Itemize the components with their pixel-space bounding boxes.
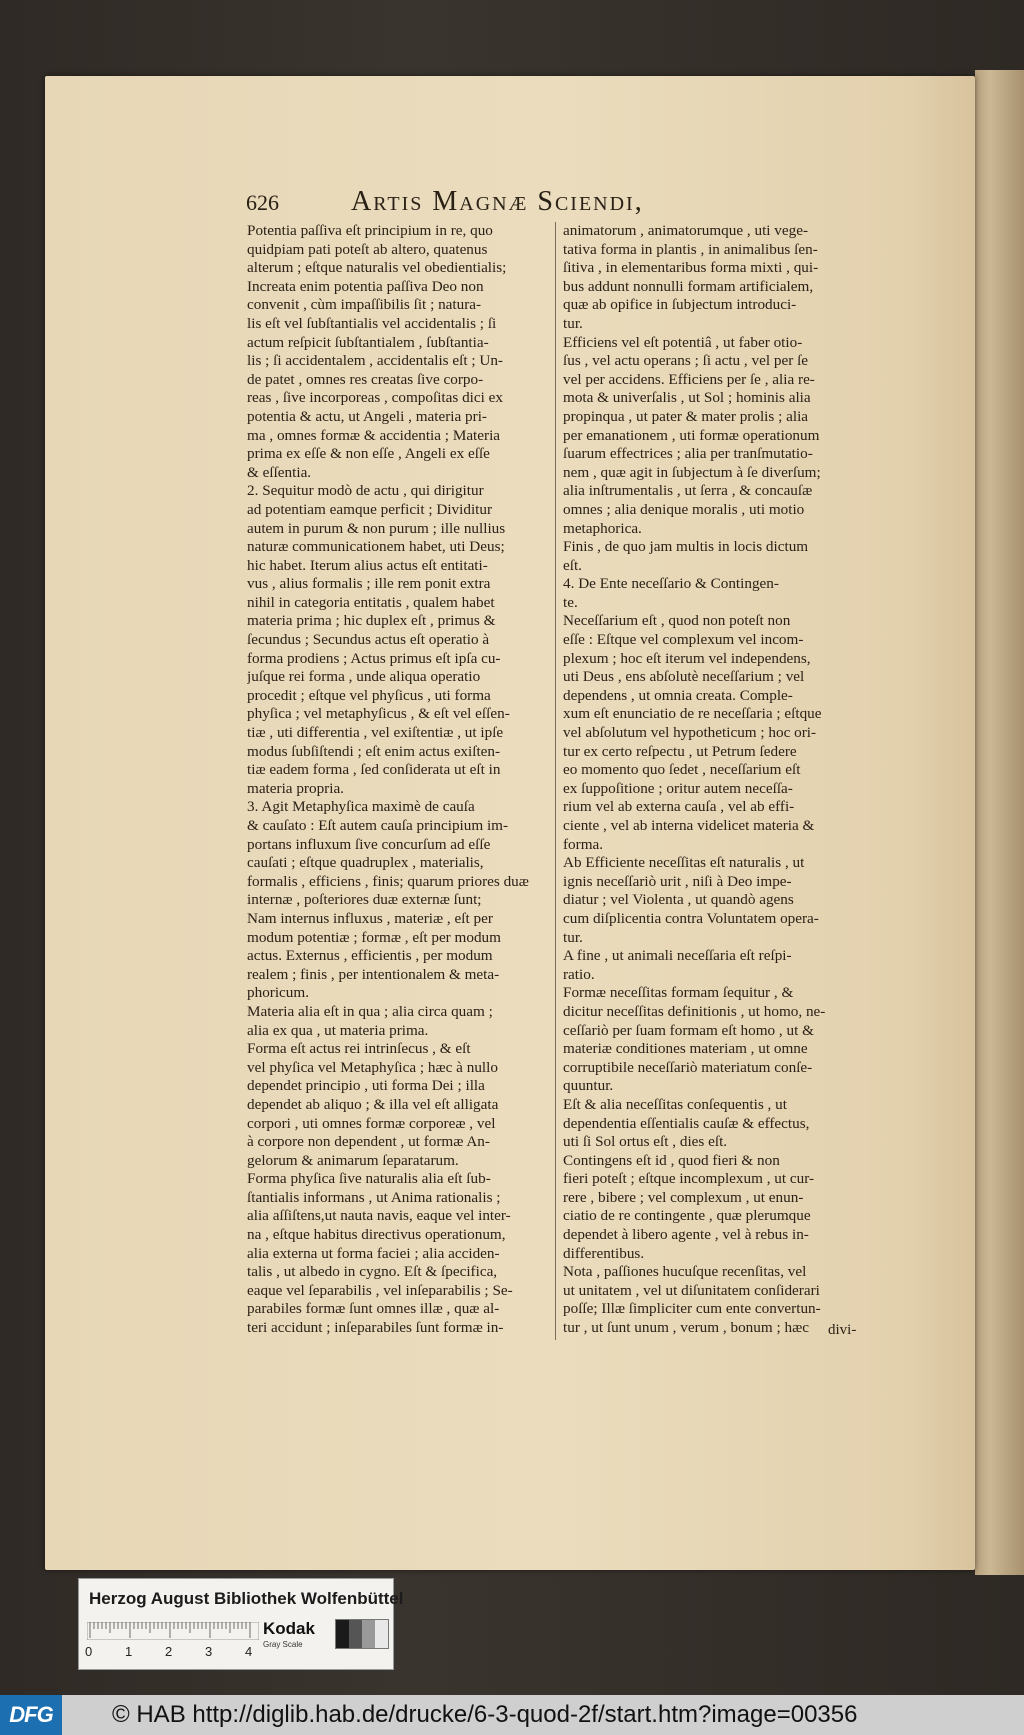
- text-line: nihil in categoria entitatis , qualem habet: [247, 593, 495, 611]
- text-line: corpori , uti omnes formæ corporeæ , vel: [247, 1114, 496, 1132]
- text-line: alia externa ut forma faciei ; alia acciden-: [247, 1244, 500, 1262]
- text-line: Neceſſarium eſt , quod non poteſt non: [563, 612, 791, 630]
- text-line: mota & univerſalis , ut Sol ; hominis alia: [563, 389, 811, 407]
- text-line: portans influxum ſive concurſum ad eſſe: [247, 835, 491, 853]
- text-line: materia propria.: [247, 779, 344, 797]
- text-line: fieri poteſt ; eſtque incomplexum , ut cur-: [563, 1170, 815, 1188]
- text-line: Increata enim potentia paſſiva Deo non: [247, 277, 484, 295]
- text-line: forma prodiens ; Actus primus eſt ipſa cu-: [247, 649, 501, 667]
- gray-scale-patches: [335, 1619, 389, 1649]
- ruler-number: 0: [85, 1644, 93, 1659]
- text-line: na , eſtque habitus directivus operationum,: [247, 1226, 506, 1244]
- text-line: propinqua , ut pater & mater prolis ; alia: [563, 407, 809, 425]
- page-edge: [975, 70, 1024, 1575]
- text-line: alia aſſiſtens,ut nauta navis, eaque vel inter-: [247, 1207, 511, 1225]
- running-head: [246, 186, 776, 220]
- text-line: Efficiens vel eſt potentiâ , ut faber otio-: [563, 333, 803, 351]
- text-line: ſus , vel actu operans ; ſi actu , vel per ſe: [563, 352, 809, 370]
- text-line: modum potentiæ ; formæ , eſt per modum: [247, 928, 501, 946]
- text-line: ad potentiam eamque perficit ; Dividitur: [247, 500, 493, 518]
- text-line: talis , ut albedo in cygno. Eſt & ſpecifica,: [247, 1263, 498, 1281]
- text-line: tur ex certo reſpectu , ut Petrum ſedere: [563, 742, 797, 760]
- text-line: tativa forma in plantis , in animalibus ſen-: [563, 240, 818, 258]
- text-line: vus , alius formalis ; ille rem ponit extra: [247, 575, 491, 593]
- text-line: differentibus.: [563, 1244, 645, 1262]
- ruler-number: 1: [125, 1644, 133, 1659]
- text-line: nem , quæ agit in ſubjectum à ſe diverſum;: [563, 463, 821, 481]
- text-line: diatur ; vel Violenta , ut quandò agens: [563, 891, 794, 909]
- text-line: dependentia eſſentialis cauſæ & effectus,: [563, 1114, 810, 1132]
- text-line: Forma eſt actus rei intrinſecus , & eſt: [247, 1040, 471, 1058]
- text-line: Materia alia eſt in qua ; alia circa quam ;: [247, 1002, 493, 1020]
- text-line: uti ſi Sol ortus eſt , dies eſt.: [563, 1133, 728, 1151]
- text-line: de patet , omnes res creatas ſive corpo-: [247, 370, 484, 388]
- text-line: tur , ut ſunt unum , verum , bonum ; hæc: [563, 1319, 809, 1337]
- running-head-title: Artis Magnæ Sciendi,: [351, 186, 644, 217]
- text-line: quidpiam pati poteſt ab altero, quatenus: [247, 240, 488, 258]
- text-line: poſſe; Illæ ſimpliciter cum ente convertun-: [563, 1300, 821, 1318]
- ruler-number: 3: [205, 1644, 213, 1659]
- text-line: ſecundus ; Secundus actus eſt operatio à: [247, 631, 490, 649]
- text-line: omnes ; alia denique moralis , uti motio: [563, 500, 805, 518]
- text-line: tiæ eadem forma , ſed conſiderata ut eſt in: [247, 761, 501, 779]
- text-line: Potentia paſſiva eſt principium in re, quo: [247, 222, 493, 239]
- catchword: divi-: [828, 1322, 857, 1338]
- text-line: cauſati ; eſtque quadruplex , materialis,: [247, 854, 484, 872]
- text-line: teri accidunt ; inſeparabiles ſunt formæ in-: [247, 1319, 504, 1337]
- gray-scale-label: Gray Scale: [263, 1640, 303, 1649]
- text-line: dependet ab aliquo ; & illa vel eſt alligata: [247, 1095, 499, 1113]
- text-line: plexum ; hoc eſt iterum vel independens,: [563, 649, 811, 667]
- text-line: ſuarum effectrices ; alia per tranſmutatio-: [563, 445, 813, 463]
- text-line: ciatio de re contingente , quæ plerumque: [563, 1207, 811, 1225]
- text-line: Finis , de quo jam multis in locis dictum: [563, 538, 809, 556]
- ruler-number: 2: [165, 1644, 173, 1659]
- text-line: animatorum , animatorumque , uti vege-: [563, 222, 809, 239]
- text-line: Ab Efficiente neceſſitas eſt naturalis , ut: [563, 854, 805, 872]
- text-line: eaque vel ſeparabilis , vel inſeparabilis ; Se-: [247, 1281, 513, 1299]
- text-line: reas , ſive incorporeas , compoſitas dici ex: [247, 389, 503, 407]
- text-line: & eſſentia.: [247, 463, 312, 481]
- text-line: te.: [563, 593, 578, 611]
- color-calibration-card: [78, 1578, 404, 1670]
- ruler-number: 4: [245, 1644, 253, 1659]
- dfg-logo[interactable]: DFG: [0, 1695, 62, 1735]
- text-line: Nam internus influxus , materiæ , eſt per: [247, 909, 493, 927]
- text-line: eſt.: [563, 556, 582, 574]
- text-line: materia prima ; hic duplex eſt , primus &: [247, 612, 496, 630]
- text-line: alterum ; eſtque naturalis vel obedientialis;: [247, 259, 507, 277]
- text-line: lis eſt vel ſubſtantialis vel accidentalis ; ſi: [247, 314, 497, 332]
- text-line: ceſſariò per ſuam formam eſt homo , ut &: [563, 1021, 814, 1039]
- copyright-url[interactable]: © HAB http://diglib.hab.de/drucke/6-3-quod-2f/start.htm?image=00356: [112, 1701, 858, 1728]
- text-line: vel phyſica vel Metaphyſica ; hæc à nullo: [247, 1058, 498, 1076]
- text-line: ſtantialis informans , ut Anima rationalis ;: [247, 1188, 501, 1206]
- text-line: quuntur.: [563, 1077, 614, 1095]
- text-line: A fine , ut animali neceſſaria eſt reſpi-: [563, 947, 792, 965]
- text-line: rium vel ab externa cauſa , vel ab effi-: [563, 798, 795, 816]
- kodak-brand: Kodak: [263, 1619, 315, 1638]
- text-line: ignis neceſſariò urit , niſi à Deo impe-: [563, 872, 792, 890]
- text-line: dependet à libero agente , vel à rebus in-: [563, 1226, 809, 1244]
- text-line: tiæ , uti differentia , vel exiſtentiæ , ut ipſe: [247, 724, 504, 742]
- text-line: per emanationem , uti formæ operationum: [563, 426, 820, 444]
- text-line: rere , bibere ; vel complexum , ut enun-: [563, 1188, 804, 1206]
- text-line: phyſica ; vel metaphyſicus , & eſt vel eſſen-: [247, 705, 510, 723]
- text-line: actus. Externus , efficientis , per modum: [247, 947, 493, 965]
- text-line: bus addunt nonnulli formam artificialem,: [563, 277, 814, 295]
- text-line: actum reſpicit ſubſtantialem , ſubſtantia-: [247, 333, 489, 351]
- text-line: eo momento quo ſedet , neceſſarium eſt: [563, 761, 801, 779]
- text-line: alia inſtrumentalis , ut ſerra , & concauſæ: [563, 482, 813, 500]
- text-line: modus ſubſiſtendi ; eſt enim actus exiſten-: [247, 742, 501, 760]
- text-line: materiæ conditiones materiam , ut omne: [563, 1040, 808, 1058]
- text-line: vel per accidens. Efficiens per ſe , alia re-: [563, 370, 815, 388]
- text-line: naturæ communicationem habet, uti Deus;: [247, 538, 505, 556]
- text-line: vel abſolutum vel hypotheticum ; hoc ori-: [563, 724, 817, 742]
- text-line: Nota , paſſiones hucuſque recenſitas, vel: [563, 1263, 807, 1281]
- text-line: & cauſato : Eſt autem cauſa principium im-: [247, 817, 509, 834]
- text-line: phoricum.: [247, 984, 310, 1002]
- text-line: alia ex qua , ut materia prima.: [247, 1021, 429, 1039]
- text-line: 4. De Ente neceſſario & Contingen-: [563, 575, 779, 593]
- text-line: procedit ; eſtque vel phyſicus , uti forma: [247, 686, 491, 704]
- library-name: Herzog August Bibliothek Wolfenbüttel: [89, 1589, 404, 1608]
- text-line: xum eſt enunciatio de re neceſſaria ; eſtque: [563, 705, 822, 723]
- text-line: tur.: [563, 314, 583, 332]
- right-column: [563, 222, 865, 1338]
- text-line: eſſe : Eſtque vel complexum vel incom-: [563, 631, 804, 649]
- text-line: 3. Agit Metaphyſica maximè de cauſa: [247, 798, 475, 816]
- text-line: tur.: [563, 928, 583, 946]
- text-line: hic habet. Iterum alius actus eſt entitati-: [247, 556, 488, 574]
- text-line: Eſt & alia neceſſitas conſequentis , ut: [563, 1095, 787, 1113]
- text-line: ma , omnes formæ & accidentia ; Materia: [247, 426, 501, 444]
- column-divider: [555, 222, 556, 1340]
- text-line: dependet principio , uti forma Dei ; illa: [247, 1077, 485, 1095]
- footer-bar: [0, 1695, 1024, 1735]
- text-line: quæ ab opifice in ſubjectum introduci-: [563, 296, 797, 314]
- text-line: Forma phyſica ſive naturalis alia eſt ſub-: [247, 1170, 491, 1188]
- text-line: convenit , cùm impaſſibilis ſit ; natura-: [247, 296, 482, 314]
- page-number: 626: [246, 190, 279, 215]
- text-line: lis ; ſi accidentalem , accidentalis eſt ; Un-: [247, 352, 503, 370]
- text-line: juſque rei forma , unde aliqua operatio: [247, 668, 481, 686]
- text-line: ex ſuppoſitione ; oritur autem neceſſa-: [563, 779, 793, 797]
- text-line: ratio.: [563, 965, 595, 983]
- text-line: dependens , ut omnia creata. Comple-: [563, 686, 793, 704]
- text-line: dicitur neceſſitas definitionis , ut homo, ne-: [563, 1002, 826, 1020]
- text-line: cum diſplicentia contra Voluntatem opera-: [563, 909, 819, 927]
- text-line: 2. Sequitur modò de actu , qui dirigitur: [247, 482, 484, 500]
- text-line: potentia & actu, ut Angeli , materia pri-: [247, 407, 487, 425]
- text-line: internæ , poſteriores duæ externæ ſunt;: [247, 891, 482, 909]
- text-line: Formæ neceſſitas formam ſequitur , &: [563, 984, 794, 1002]
- text-line: autem in purum & non purum ; ille nullius: [247, 519, 506, 537]
- text-line: metaphorica.: [563, 519, 642, 537]
- text-line: ſitiva , in elementaribus forma mixti , qui-: [563, 259, 819, 277]
- text-line: à corpore non dependent , ut formæ An-: [247, 1133, 490, 1151]
- text-line: ciente , vel ab interna videlicet materia &: [563, 817, 815, 834]
- text-line: Contingens eſt id , quod fieri & non: [563, 1151, 780, 1169]
- ruler-scale: [87, 1622, 259, 1640]
- text-line: prima ex eſſe & non eſſe , Angeli ex eſſe: [247, 445, 490, 463]
- text-line: uti Deus , ens abſolutè neceſſarium ; vel: [563, 668, 805, 686]
- text-line: corruptibile neceſſariò materiatum conſe-: [563, 1058, 813, 1076]
- text-line: gelorum & animarum ſeparatarum.: [247, 1151, 459, 1169]
- text-line: ut unitatem , vel ut diſunitatem conſiderari: [563, 1281, 820, 1299]
- text-line: forma.: [563, 835, 604, 853]
- left-column: [247, 222, 549, 1338]
- text-line: realem ; finis , per intentionalem & meta-: [247, 965, 500, 983]
- text-line: formalis , efficiens , finis; quarum priores duæ: [247, 872, 529, 890]
- text-line: parabiles formæ ſunt omnes illæ , quæ al-: [247, 1300, 500, 1318]
